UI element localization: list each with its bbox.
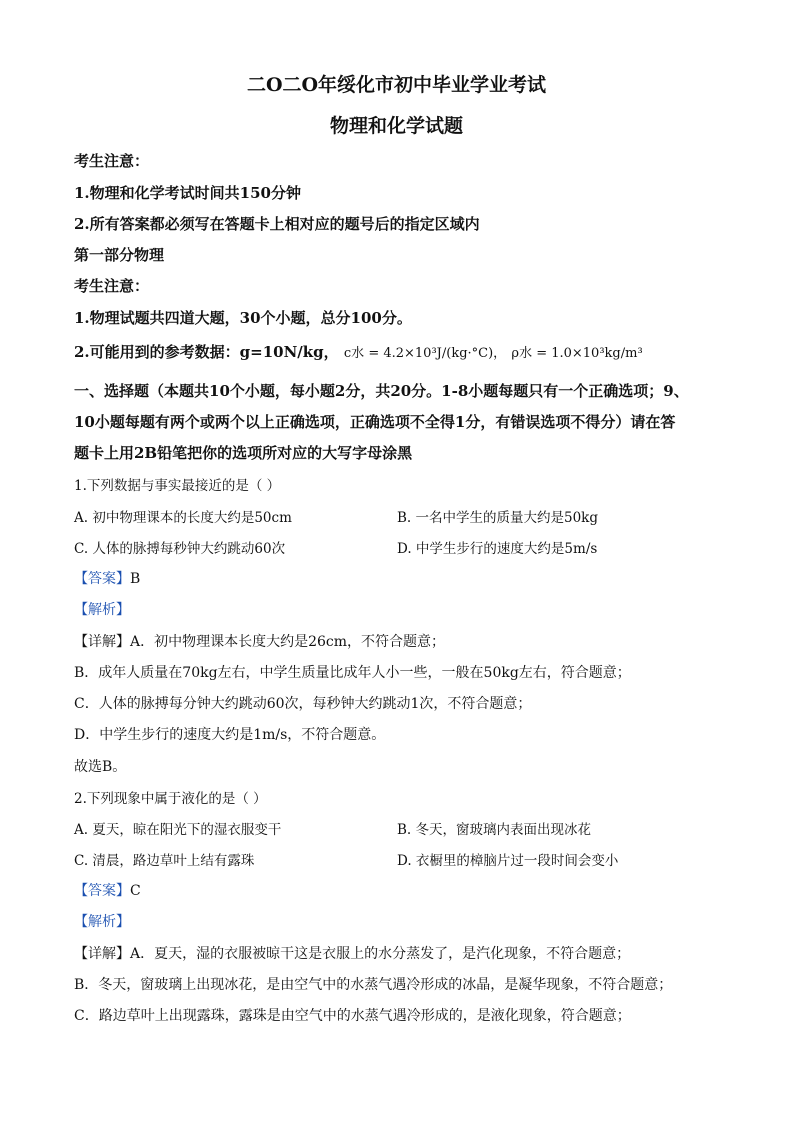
q1-detail-line: C．人体的脉搏每分钟大约跳动60次，每秒钟大约跳动1次，不符合题意；	[74, 696, 532, 712]
section-instruction-line-3: 题卡上用2B铅笔把你的选项所对应的大写字母涂黑	[74, 444, 413, 462]
q2-stem: 2.下列现象中属于液化的是（ ）	[74, 791, 267, 807]
part-title: 第一部分物理	[74, 246, 165, 264]
q1-option-b: B. 一名中学生的质量大约是50kg	[397, 510, 599, 526]
exam-title: 二O二O年绥化市初中毕业学业考试	[246, 74, 547, 96]
q2-detail-line: B．冬天，窗玻璃上出现冰花，是由空气中的水蒸气遇冷形成的冰晶，是凝华现象，不符合题意；	[74, 977, 673, 993]
q2-analysis-tag: 【解析】	[74, 914, 130, 930]
answer-tag: 【答案】	[74, 883, 130, 899]
water-density: ρ水 = 1.0×10³kg/m³	[511, 346, 643, 361]
answer-tag: 【答案】	[74, 571, 130, 587]
q1-analysis-tag: 【解析】	[74, 602, 130, 618]
q1-detail-line: D．中学生步行的速度大约是1m/s，不符合题意。	[74, 727, 386, 743]
part-notice-item-2	[74, 341, 643, 362]
q2-option-b: B. 冬天，窗玻璃内表面出现冰花	[397, 822, 592, 838]
notice-heading: 考生注意：	[74, 152, 150, 170]
water-specific-heat: c水 = 4.2×10³J/(kg·°C)，	[343, 346, 507, 361]
section-instruction-line-2: 10小题每题有两个或两个以上正确选项，正确选项不全得1分，有错误选项不得分）请在答	[74, 413, 676, 431]
q2-detail-line: 【详解】A．夏天，湿的衣服被晾干这是衣服上的水分蒸发了，是汽化现象，不符合题意；	[74, 946, 631, 962]
q2-detail-line: C．路边草叶上出现露珠，露珠是由空气中的水蒸气遇冷形成的，是液化现象，符合题意；	[74, 1008, 631, 1024]
q1-option-d: D. 中学生步行的速度大约是5m/s	[397, 541, 598, 557]
q1-option-c: C. 人体的脉搏每秒钟大约跳动60次	[74, 541, 286, 557]
q1-answer-value: B	[130, 571, 141, 587]
q2-option-d: D. 衣橱里的樟脑片过一段时间会变小	[397, 853, 619, 869]
q2-option-a: A. 夏天，晾在阳光下的湿衣服变干	[74, 822, 282, 838]
q1-detail-line: B．成年人质量在70kg左右，中学生质量比成年人小一些，一般在50kg左右，符合题意；	[74, 665, 631, 681]
part-notice-item-1: 1.物理试题共四道大题，30个小题，总分100分。	[74, 309, 412, 327]
q1-answer	[74, 568, 140, 588]
q1-detail-line: 【详解】A．初中物理课本长度大约是26cm，不符合题意；	[74, 634, 446, 650]
q1-option-a: A. 初中物理课本的长度大约是50cm	[74, 510, 292, 526]
reference-data-label: 2.可能用到的参考数据：g=10N/kg，	[74, 343, 339, 361]
q2-answer-value: C	[130, 883, 141, 899]
q1-stem: 1.下列数据与事实最接近的是（ ）	[74, 478, 281, 494]
notice-item-2: 2.所有答案都必须写在答题卡上相对应的题号后的指定区域内	[74, 215, 480, 233]
q2-answer	[74, 880, 141, 900]
part-notice-heading: 考生注意：	[74, 277, 150, 295]
q1-conclusion: 故选B。	[74, 759, 127, 775]
exam-subtitle: 物理和化学试题	[329, 115, 463, 137]
section-instruction-line-1: 一、选择题（本题共10个小题，每小题2分，共20分。1-8小题每题只有一个正确选项；9、	[74, 382, 689, 400]
notice-item-1: 1.物理和化学考试时间共150分钟	[74, 184, 301, 202]
q2-option-c: C. 清晨，路边草叶上结有露珠	[74, 853, 255, 869]
